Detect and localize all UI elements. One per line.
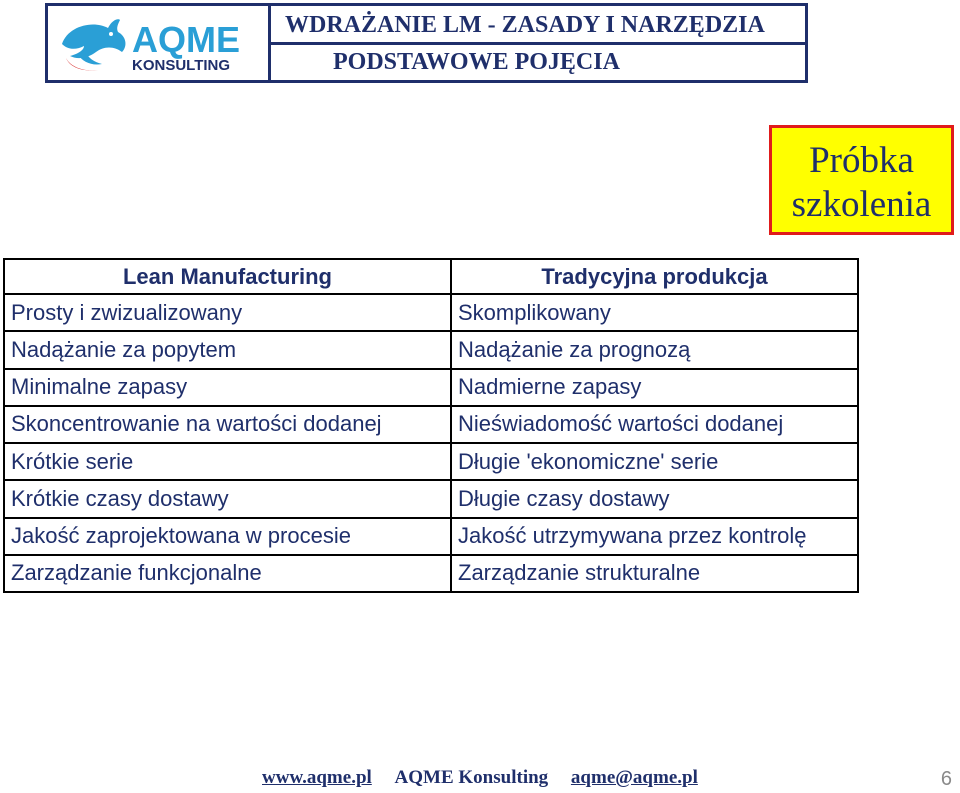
table-cell-traditional: Długie czasy dostawy (451, 480, 858, 517)
slide-header (45, 3, 808, 83)
table-cell-traditional: Długie 'ekonomiczne' serie (451, 443, 858, 480)
table-cell-traditional: Zarządzanie strukturalne (451, 555, 858, 592)
sample-badge-line2: szkolenia (791, 184, 932, 225)
table-cell-lean: Nadążanie za popytem (4, 331, 451, 368)
table-cell-traditional: Skomplikowany (451, 294, 858, 331)
table-cell-lean: Krótkie czasy dostawy (4, 480, 451, 517)
table-row (4, 294, 858, 331)
header-titles (271, 6, 805, 80)
table-cell-lean: Prosty i zwizualizowany (4, 294, 451, 331)
sample-badge-line1: Próbka (809, 140, 914, 181)
table-cell-traditional: Jakość utrzymywana przez kontrolę (451, 518, 858, 555)
table-cell-lean: Skoncentrowanie na wartości dodanej (4, 406, 451, 443)
website-link[interactable]: www.aqme.pl (262, 767, 372, 788)
table-cell-lean: Krótkie serie (4, 443, 451, 480)
table-cell-lean: Zarządzanie funkcjonalne (4, 555, 451, 592)
table-cell-lean: Minimalne zapasy (4, 369, 451, 406)
table-cell-traditional: Nadążanie za prognozą (451, 331, 858, 368)
table-header-traditional: Tradycyjna produkcja (451, 259, 858, 294)
table-row (4, 406, 858, 443)
header-title-main: WDRAŻANIE LM - ZASADY I NARZĘDZIA (271, 6, 805, 45)
table-cell-lean: Jakość zaprojektowana w procesie (4, 518, 451, 555)
dolphin-logo-icon (48, 6, 268, 80)
table-row (4, 331, 858, 368)
table-header-row (4, 259, 858, 294)
table-cell-traditional: Nadmierne zapasy (451, 369, 858, 406)
comparison-table (3, 258, 859, 593)
company-logo (48, 6, 271, 80)
logo-sub: KONSULTING (132, 57, 231, 74)
table-cell-traditional: Nieświadomość wartości dodanej (451, 406, 858, 443)
logo-name: AQME (132, 19, 240, 60)
table-row (4, 518, 858, 555)
table-header-lean: Lean Manufacturing (4, 259, 451, 294)
table-row (4, 480, 858, 517)
footer-company: AQME Konsulting (394, 767, 549, 788)
sample-badge (769, 125, 954, 235)
email-link[interactable]: aqme@aqme.pl (570, 767, 698, 788)
slide-footer (262, 767, 698, 793)
table-row (4, 555, 858, 592)
table-row (4, 443, 858, 480)
page-number: 6 (940, 768, 952, 790)
table-row (4, 369, 858, 406)
header-title-sub: PODSTAWOWE POJĘCIA (333, 49, 620, 75)
